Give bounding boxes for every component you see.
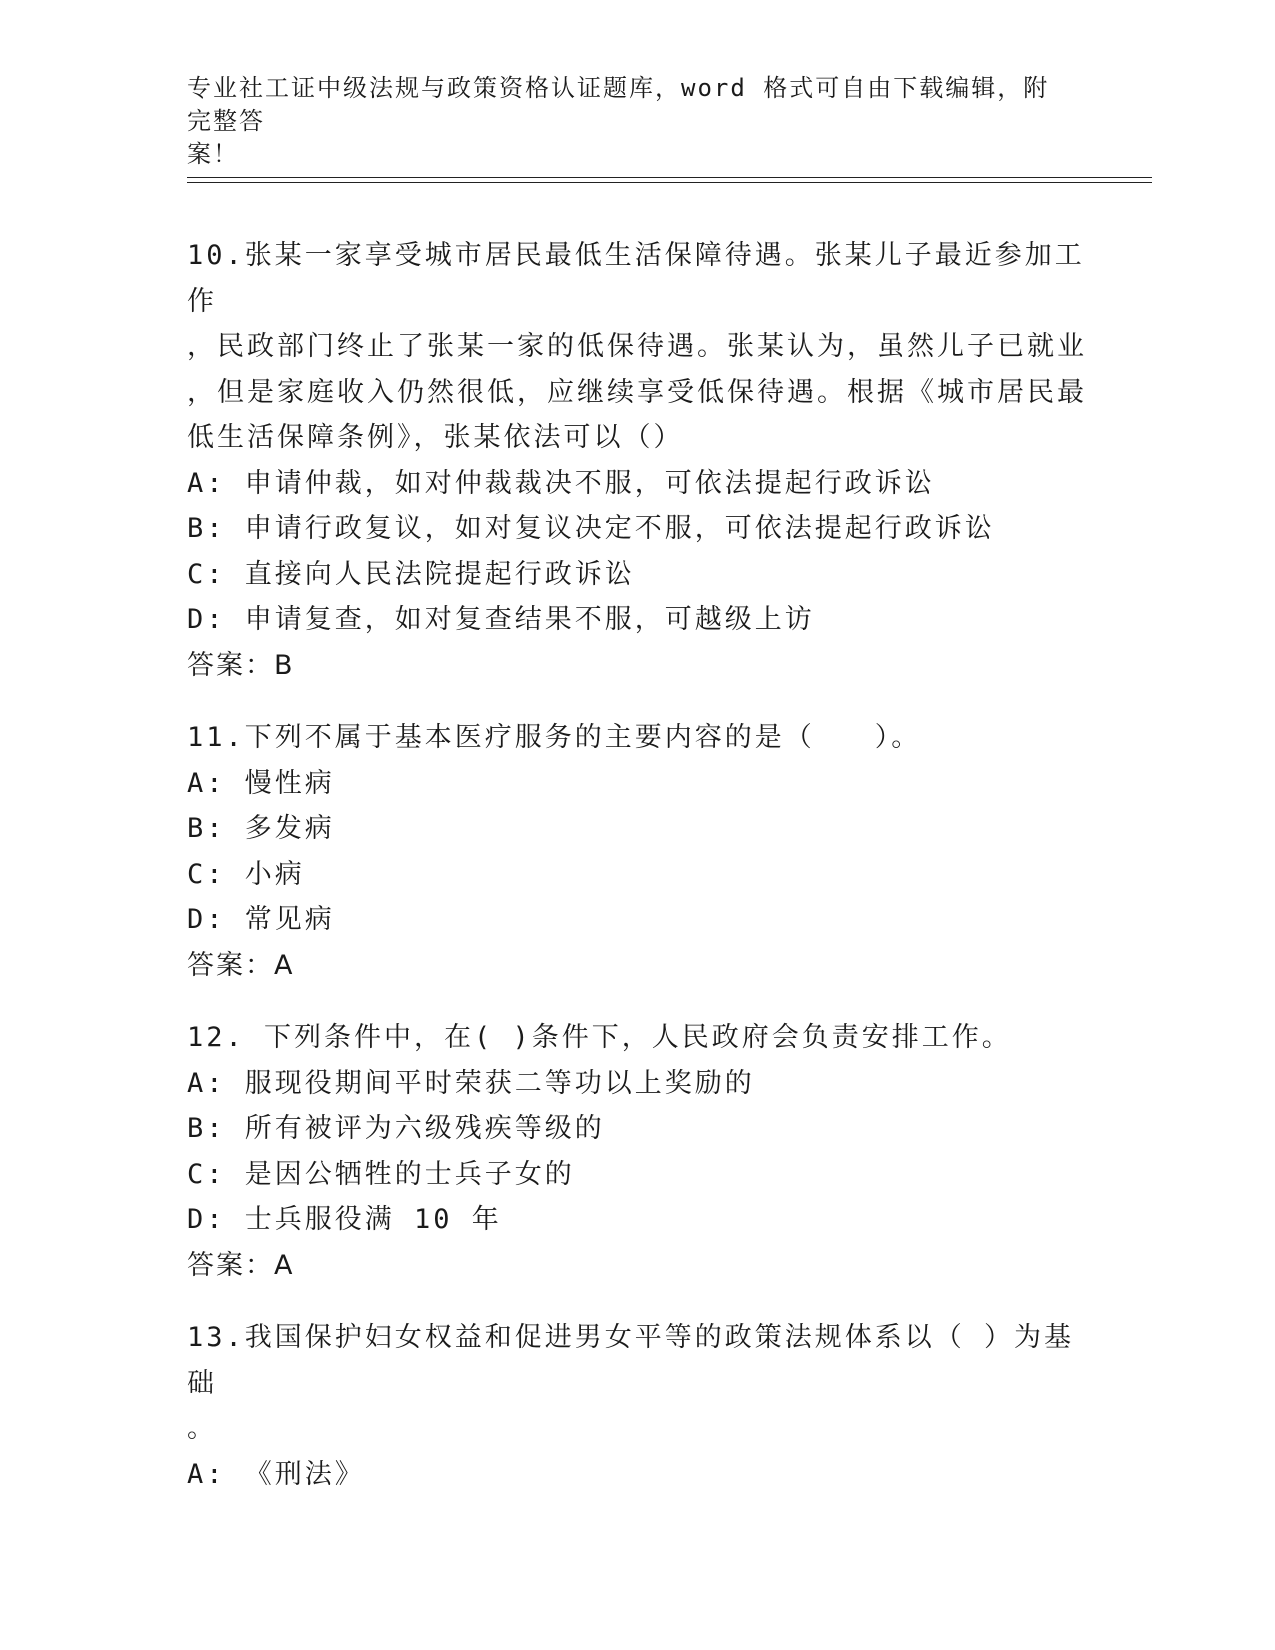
document-header [187, 72, 1067, 171]
question-10 [187, 233, 1087, 688]
answer-line: 答案：A [187, 1249, 295, 1281]
option-c: C: 是因公牺牲的士兵子女的 [187, 1158, 575, 1190]
header-divider [187, 177, 1152, 183]
answer-line: 答案：B [187, 649, 295, 681]
option-b: B: 所有被评为六级残疾等级的 [187, 1113, 605, 1144]
option-d: D: 常见病 [187, 904, 335, 935]
question-stem-line: 12. 下列条件中，在( )条件下，人民政府会负责安排工作。 [187, 1022, 1012, 1053]
option-a: A: 服现役期间平时荣获二等功以上奖励的 [187, 1067, 755, 1099]
option-c: C: 直接向人民法院提起行政诉讼 [187, 558, 635, 590]
question-11 [187, 715, 1087, 988]
question-stem-line: 11.下列不属于基本医疗服务的主要内容的是（ ）。 [187, 722, 922, 753]
question-stem-line: ，但是家庭收入仍然很低，应继续享受低保待遇。根据《城市居民最 [187, 376, 1087, 408]
option-b: B: 申请行政复议，如对复议决定不服，可依法提起行政诉讼 [187, 513, 995, 544]
header-line-1: 专业社工证中级法规与政策资格认证题库，word 格式可自由下载编辑，附完整答 [187, 74, 1050, 135]
option-b: B: 多发病 [187, 813, 335, 844]
option-a: A: 慢性病 [187, 767, 335, 799]
option-d: D: 申请复查，如对复查结果不服，可越级上访 [187, 604, 815, 635]
question-list [187, 233, 1087, 1524]
question-12 [187, 1015, 1087, 1288]
answer-line: 答案：A [187, 949, 295, 981]
option-a: A: 《刑法》 [187, 1458, 365, 1490]
option-c: C: 小病 [187, 858, 305, 890]
document-page [187, 0, 1152, 1650]
question-stem-line: 低生活保障条例》，张某依法可以（） [187, 422, 684, 453]
header-line-2: 案！ [187, 140, 239, 168]
option-d: D: 士兵服役满 10 年 [187, 1204, 502, 1235]
question-13 [187, 1315, 1087, 1497]
question-stem-line: 13.我国保护妇女权益和促进男女平等的政策法规体系以（ ）为基础 [187, 1322, 1075, 1399]
question-stem-line: 10.张某一家享受城市居民最低生活保障待遇。张某儿子最近参加工作 [187, 240, 1085, 317]
option-a: A: 申请仲裁，如对仲裁裁决不服，可依法提起行政诉讼 [187, 467, 935, 499]
question-stem-line: ，民政部门终止了张某一家的低保待遇。张某认为，虽然儿子已就业 [187, 331, 1087, 362]
question-stem-line: 。 [187, 1413, 217, 1444]
